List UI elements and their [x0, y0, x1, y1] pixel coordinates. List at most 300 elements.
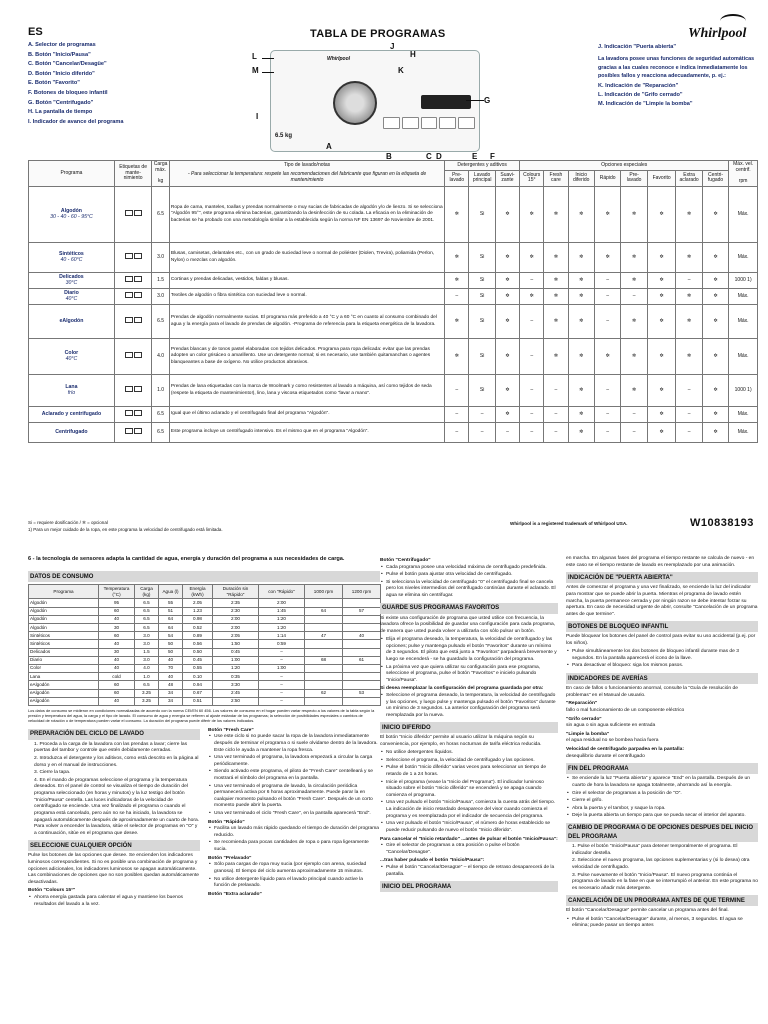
option-cell: – — [594, 289, 620, 305]
consumo-cell: 6.5 — [135, 681, 159, 689]
sensor-intro: 6 - la tecnología de sensores adapta la cantidad de agua, energía y duración del programa a sus necesidades de carga. — [28, 556, 345, 562]
program-row — [29, 423, 758, 443]
consumo-cell — [305, 697, 343, 705]
option-cell: ✲ — [594, 339, 620, 375]
care-labels — [114, 187, 151, 243]
consumo-row — [29, 624, 381, 632]
select-header: SELECCIONE CUALQUIER OPCIÓN — [28, 840, 200, 851]
legend-item: B. Botón "Inicio/Pausa" — [28, 51, 91, 58]
consumo-cell: Diario — [29, 656, 99, 664]
fresh-bullet: • Siendo activado este programa, el piloto de "Fresh Care" centelleará y se mostrará el símbolo del programa en la pantalla. — [208, 769, 380, 782]
option-cell: ✲ — [544, 243, 568, 273]
prep-step: 3. Cierre la tapa. — [34, 770, 71, 776]
consumo-cell: 50 — [159, 640, 183, 648]
legend-item: K. Indicación de "Reparación" — [598, 82, 679, 89]
cambio-step: 2. Seleccione el nuevo programa, las opciones suplementarias y (si lo desea) otra velocidad de centrifugado. — [572, 858, 750, 870]
option-cell: ✲ — [520, 243, 544, 273]
care-labels — [114, 289, 151, 305]
consumo-row — [29, 673, 381, 681]
program-name: Algodón 30 - 40 - 60 - 95°C — [29, 187, 115, 243]
col1-left — [28, 726, 200, 910]
program-row — [29, 305, 758, 339]
consumo-cell: 6.5 — [135, 599, 159, 607]
option-cell: Si — [469, 305, 495, 339]
diferido-cancel1: Para cancelar el "Inicio retardado" ...antes de pulsar el botón "Inicio/Pausa": — [380, 836, 558, 842]
consumo-cell: 0:45 — [213, 648, 259, 656]
consumo-cell: 60 — [99, 681, 135, 689]
max-load: 6.5 — [152, 305, 170, 339]
consumo-cell: 0.89 — [183, 632, 213, 640]
max-spin: Máx. — [729, 305, 758, 339]
callout-l: L — [252, 52, 257, 61]
consumo-cell: Sintéticos — [29, 640, 99, 648]
max-spin: Máx. — [729, 243, 758, 273]
column-1 — [28, 568, 380, 909]
option-cell: Si — [469, 289, 495, 305]
option-cell: ✲ — [621, 273, 647, 289]
fresh-bullet: • Una vez terminado el ciclo "Fresh Care", en la pantalla aparecerá "End". — [208, 811, 380, 818]
care-label-icon — [134, 210, 142, 216]
consumo-cell: 53 — [343, 689, 381, 697]
consumo-cell: 51 — [159, 607, 183, 615]
callout-k: K — [398, 66, 404, 75]
program-table — [28, 160, 758, 443]
consumo-cell: 3:30 — [213, 681, 259, 689]
legend-item: D. Botón "Inicio diferido" — [28, 70, 95, 77]
wash-notes: Prendas de lana etiquetadas con la marca de Woolmark y como resistentes al lavado a máquina, así como tejidos de seda (respete la etiqueta de mantenimiento!), lino, lana y viscosa etiquetados como "lavar a mano". — [169, 375, 444, 407]
fin-bullet: • Abra la puerta y el tambor, y saque la ropa. — [566, 806, 758, 813]
option-cell: – — [676, 273, 702, 289]
wash-notes: Igual que el último aclarado y el centrifugado final del programa "Algodón". — [169, 407, 444, 423]
option-cell: – — [445, 407, 469, 423]
col-favorito: Favorito — [647, 170, 676, 186]
option-cell: ✲ — [702, 423, 728, 443]
col-fresh-care: Fresh care — [544, 170, 568, 186]
program-row — [29, 273, 758, 289]
program-name: Color 40°C — [29, 339, 115, 375]
fin-bullet: • Deje la puerta abierta un tiempo para que se pueda secar el interior del aparato. — [566, 813, 758, 820]
averia-title: "Limpie la bomba" — [566, 731, 610, 737]
consumo-cell: 47 — [305, 632, 343, 640]
option-cell: – — [594, 273, 620, 289]
consumo-cell: 6.5 — [135, 615, 159, 623]
program-name: Lana frío — [29, 375, 115, 407]
centr-title: Botón "Centrifugado" — [380, 558, 431, 563]
panel-button — [439, 117, 456, 129]
consumo-cell: 54 — [159, 632, 183, 640]
diferido-bullet: • Una vez pulsado el botón "Inicio/Pausa", comienza la cuenta atrás del tiempo. La indicación de inicio retardado desaparece del visor cuando comienza el programa y es reemplazada por el indicador de secuencia del programa. — [380, 800, 558, 820]
legend-item: L. Indicación de "Grifo cerrado" — [598, 91, 683, 98]
option-cell: ✲ — [495, 407, 519, 423]
wash-notes: Prendas de algodón normalmente sucias. El programa más preferido a 40 °C y a 60 °C en cuanto al consumo combinado del agua y la energía para el lavado de prendas de algodón. -Programa de referencia para la etiqueta energética de la lavadora. — [169, 305, 444, 339]
consumo-cell: 1.23 — [183, 607, 213, 615]
option-cell: – — [621, 423, 647, 443]
consumo-cell: 40 — [99, 640, 135, 648]
option-cell: – — [520, 273, 544, 289]
prep-step: 4. En el mando de programas seleccione el programa y la temperatura deseados. En el panel de control se visualiza el tiempo de duración del programa seleccionado (en horas y minutos) y la luz testigo del botón "Inicio/Pausa" centella. Las luces indicadoras de la velocidad de centrifugado se enciende. Una vez finalizado el programa o cuando el programa está cancelado, pero aún no se ha iniciado, la lavadora se apagará automáticamente después de aproximadamente un cuarto de hora. Para volver a encender la lavadora, sitúe el selector de programas en "O" y a continuación, sitúe en el programa que desee. — [34, 777, 200, 836]
prelav-bullet: • No utilice detergente líquido para el lavado principal cuando active la función de prelavado. — [208, 877, 380, 890]
option-cell: – — [445, 375, 469, 407]
legend-right — [598, 44, 760, 110]
rapido-bullet: • Se recomienda para pocas cantidades de ropa o para ropa ligeramente sucia. — [208, 840, 380, 853]
consumo-cell: 0.56 — [183, 640, 213, 648]
option-cell: – — [621, 289, 647, 305]
legend-right-para: La lavadora posee unas funciones de seguridad automáticas gracias a las cuales reconoce e indica inmediatamente los posibles fallos y reacciona adecuadamente, p. ej.: — [598, 56, 755, 79]
consumo-cell: – — [259, 673, 305, 681]
col1-split — [28, 726, 380, 910]
care-labels — [114, 375, 151, 407]
consumo-cell: 2:00 — [259, 599, 305, 607]
bloqueo-header: BOTONES DE BLOQUEO INFANTIL — [566, 621, 758, 632]
option-cell: ✲ — [647, 339, 676, 375]
option-cell: ✲ — [544, 289, 568, 305]
consumo-cell: Lana — [29, 673, 99, 681]
care-label-icon — [125, 253, 133, 259]
option-cell: ✲ — [568, 339, 594, 375]
care-label-icon — [134, 386, 142, 392]
footnotes — [28, 520, 328, 534]
option-cell: ✲ — [702, 289, 728, 305]
consumo-cell — [343, 648, 381, 656]
care-label-icon — [134, 276, 142, 282]
option-cell: ✲ — [702, 243, 728, 273]
consumo-cell: eAlgodón — [29, 697, 99, 705]
max-spin: Máx. — [729, 289, 758, 305]
consumo-col: Agua (l) — [159, 585, 183, 599]
consumo-cell — [343, 624, 381, 632]
care-label-icon — [134, 410, 142, 416]
option-cell: ✲ — [621, 339, 647, 375]
col-opt-prelavado: Pre-lavado — [621, 170, 647, 186]
option-cell: – — [445, 423, 469, 443]
consumo-cell: 1:00 — [213, 656, 259, 664]
care-label-icon — [125, 317, 133, 323]
consumo-cell: 0.45 — [183, 656, 213, 664]
consumo-cell: 40 — [99, 656, 135, 664]
averia-title: "Reparación" — [566, 701, 598, 707]
option-cell: ✲ — [544, 187, 568, 243]
care-label-icon — [134, 352, 142, 358]
consumo-cell: 2:45 — [213, 689, 259, 697]
favoritos-sub-bullet: • Seleccione el programa deseado, la temperatura, la velocidad de centrifugado y las opciones, y luego pulse y mantenga pulsado el botón "Favoritos" durante un mínimo de 3 segundos. La anterior configuración del programa será reemplazada por la nueva. — [380, 693, 558, 719]
fresh-bullet: • Una vez terminado el programa de lavado, la circulación periódica permanecerá activa por 6 horas aproximadamente. Puede parar la en cualquier momento pulsando el botón "Fresh Care". Después de un corto momento puede abrir la puerta. — [208, 784, 380, 810]
favoritos-header: GUARDE SUS PROGRAMAS FAVORITOS — [380, 603, 558, 614]
averia-desc: desequilibrio durante el centrifugado — [566, 753, 645, 759]
favoritos-bullet: • La próxima vez que quiera utilizar su configuración para ese programa, seleccione el programa, pulse el botón "Favoritos" e inicielo pulsando "Inicio/Pausa". — [380, 665, 558, 685]
option-cell: ✲ — [445, 273, 469, 289]
consumo-cell: 2:35 — [213, 599, 259, 607]
diferido-bullet: • Seleccione el programa, la velocidad de centrifugado y las opciones. — [380, 758, 558, 765]
consumo-cell: 2:00 — [213, 615, 259, 623]
prelav-bullet: • Sólo para cargas de ropa muy sucia (por ejemplo con arena, suciedad granosa). El tiempo del ciclo aumenta aproximadamente 15 minutos. — [208, 862, 380, 875]
legend-item: C. Botón "Cancelar/Desagüe" — [28, 61, 107, 68]
option-cell: – — [676, 407, 702, 423]
wash-notes: Textiles de algodón o fibra sintética con suciedad leve o normal. — [169, 289, 444, 305]
option-cell: ✲ — [621, 375, 647, 407]
diferido-header: INICIO DIFERIDO — [380, 722, 558, 733]
colours-title: Botón "Colours 15°" — [28, 888, 76, 894]
col-opciones: Opciones especiales — [520, 161, 729, 171]
option-cell: ✲ — [568, 375, 594, 407]
consumo-cell: Algodón — [29, 599, 99, 607]
care-labels — [114, 423, 151, 443]
consumo-cell: 0.51 — [183, 697, 213, 705]
max-load: 1.0 — [152, 375, 170, 407]
consumo-cell: 1.0 — [135, 673, 159, 681]
col-rapido: Rápido — [594, 170, 620, 186]
cambio-step: 3. Pulse nuevamente el botón "Inicio/Pausa". El nuevo programa continúa el programa de lavado en la fase en que se interrumpió el anterior. En este programa no es necesario añadir más detergente. — [572, 872, 758, 891]
consumo-cell: 62 — [305, 689, 343, 697]
option-cell: ✲ — [647, 407, 676, 423]
diferido-cancel2-bullet: • Pulse el botón "Cancelar/Desagüe" – el tiempo de retraso desaparecerá de la pantalla. — [380, 865, 558, 878]
option-cell: Si — [469, 243, 495, 273]
consumo-cell: 60 — [99, 607, 135, 615]
care-label-icon — [134, 317, 142, 323]
col-programa: Programa — [29, 161, 115, 187]
max-load: 3.0 — [152, 243, 170, 273]
max-load: 3.0 — [152, 289, 170, 305]
consumo-cell: 40 — [343, 632, 381, 640]
extra-title: Botón "Extra aclarado" — [208, 891, 262, 897]
consumo-col: Energía (kWh) — [183, 585, 213, 599]
option-cell: ✲ — [676, 289, 702, 305]
col-carga: Carga máx. kg — [152, 161, 170, 187]
care-labels — [114, 305, 151, 339]
consumo-cell: 40 — [99, 697, 135, 705]
consumo-cell: eAlgodón — [29, 689, 99, 697]
colours-bullet: • Ahorra energía gastada para calentar el agua y mantiene los buenos resultados del lavado a la vez. — [28, 895, 200, 908]
legend-item: A. Selector de programas — [28, 42, 96, 48]
fin-header: FIN DEL PROGRAMA — [566, 763, 758, 774]
consumo-cell: Sintéticos — [29, 632, 99, 640]
option-cell: – — [469, 423, 495, 443]
consumo-col: Carga (kg) — [135, 585, 159, 599]
consumo-cell: 2:05 — [213, 632, 259, 640]
consumo-cell: 60 — [99, 632, 135, 640]
care-label-icon — [125, 292, 133, 298]
consumo-cell — [343, 615, 381, 623]
consumo-cell: 1:20 — [259, 615, 305, 623]
consumo-cell: 40 — [159, 673, 183, 681]
option-cell: ✲ — [621, 187, 647, 243]
program-name: Diario 40°C — [29, 289, 115, 305]
option-cell: ✲ — [445, 305, 469, 339]
panel-button — [402, 117, 419, 129]
consumo-cell — [305, 673, 343, 681]
consumo-cell: – — [259, 648, 305, 656]
option-cell: – — [594, 375, 620, 407]
consumo-cell: 40 — [99, 615, 135, 623]
option-cell: – — [544, 407, 568, 423]
consumo-cell — [305, 640, 343, 648]
consumo-cell: 1:20 — [213, 664, 259, 672]
averia-title: Velocidad de centrifugado parpadea en la pantalla: — [566, 746, 684, 752]
panel-button — [458, 117, 475, 129]
consumo-cell — [343, 664, 381, 672]
capacity-label: 6.5 kg — [275, 133, 293, 139]
consumo-row — [29, 599, 381, 607]
option-cell: – — [594, 305, 620, 339]
option-cell: ✲ — [647, 273, 676, 289]
machine-panel — [270, 50, 480, 152]
consumo-cell: 0:35 — [213, 673, 259, 681]
page-title: TABLA DE PROGRAMAS — [310, 28, 446, 40]
fin-bullet: • Se enciende la luz "Puerta abierta" y aparece "End" en la pantalla. Después de un cuarto de hora la lavadora se apaga totalmente, ahorrando así la energía. — [566, 776, 758, 789]
fin-bullet: • Cierre el grifo. — [566, 798, 758, 805]
option-cell: ✲ — [676, 339, 702, 375]
col-tipo: Tipo de lavado/notas - Para seleccionar la temperatura: respete las recomendaciones del fabricante que figuran en la etiqueta de mantenimiento — [169, 161, 444, 187]
diferido-bullet: • Una vez pulsado el botón "Inicio/Pausa", el número de horas establecido se puede reducir pulsando de nuevo el botón "Inicio diferido". — [380, 821, 558, 834]
option-cell: ✲ — [445, 243, 469, 273]
panel-buttons — [383, 117, 475, 129]
callout-e: E — [472, 152, 478, 161]
consumo-col: con "Rápido" — [259, 585, 305, 599]
program-name: Aclarado y centrifugado — [29, 407, 115, 423]
option-cell: – — [621, 407, 647, 423]
care-labels — [114, 243, 151, 273]
col-detergentes: Detergentes y aditivos — [445, 161, 520, 171]
consumo-row — [29, 681, 381, 689]
diferido-text: El botón "Inicio diferido" permite al usuario utilizar la máquina según su conveniencia, por ejemplo, en horas nocturnas de tarifa eléctrica reducida. — [380, 735, 542, 748]
consumo-cell: 1.5 — [135, 648, 159, 656]
program-row — [29, 289, 758, 305]
care-label-icon — [134, 428, 142, 434]
consumo-cell: 0:59 — [259, 640, 305, 648]
max-load: 1.5 — [152, 273, 170, 289]
option-cell: ✲ — [676, 243, 702, 273]
care-labels — [114, 273, 151, 289]
option-cell: ✲ — [544, 273, 568, 289]
consumo-cell: 34 — [159, 689, 183, 697]
legend-item: I. Indicador de avance del programa — [28, 118, 124, 125]
consumo-cell: 61 — [343, 656, 381, 664]
time-display — [421, 95, 471, 109]
consumo-cell — [343, 640, 381, 648]
callout-i: I — [256, 112, 259, 121]
rapido-bullet: • Facilita un lavado más rápido quedando el tiempo de duración del programa reducido. — [208, 826, 380, 839]
cambio-step: 1. Pulse el botón "Inicio/Pausa" para detener temporalmente el programa. El indicador destella. — [572, 844, 738, 856]
consumo-row — [29, 697, 381, 705]
consumo-cell: 57 — [343, 607, 381, 615]
option-cell: ✲ — [568, 273, 594, 289]
consumo-cell: 1:45 — [259, 607, 305, 615]
callout-b: B — [386, 152, 392, 161]
max-spin: 1000 1) — [729, 273, 758, 289]
consumo-cell: 0.55 — [183, 664, 213, 672]
col-inicio-diferido: Inicio diferido — [568, 170, 594, 186]
consumo-cell: 0.10 — [183, 673, 213, 681]
col-prelavado: Pre-lavado — [445, 170, 469, 186]
centr-bullet: • Si selecciona la velocidad de centrifugado "0" el centrifugado final se cancela pero los niveles intermedios del centrifugado continúan durante el aclarado. El agua se elimina sin centrifugar. — [380, 580, 558, 600]
max-spin: Máx. — [729, 407, 758, 423]
care-label-icon — [125, 428, 133, 434]
consumo-row — [29, 607, 381, 615]
wash-notes: Prendas blancas y de tonos pastel elaboradas con tejidos delicados. Programa para ropa delicada: evitar que las prendas adopten un color grisáceo o amarillento. Use un detergente normal; si es necesario, use también quitamanchas o agentes blanqueantes a base de oxígeno. No utilice productos abrasivos. — [169, 339, 444, 375]
callout-d: D — [436, 152, 442, 161]
favoritos-text: Si existe una configuración de programa que usted utilice con frecuencia, la lavadora ofrece la posibilidad de guardar una configuración para cada programa, de manera que usted pueda volver a utilizarla con sólo pulsar un botón. — [380, 615, 556, 634]
prep-step: 2. Introduzca el detergente y los aditivos, como está descrito en la página al dorso y en el manual de instrucciones. — [34, 756, 199, 768]
language-code: ES — [28, 26, 43, 38]
program-name: Centrifugado — [29, 423, 115, 443]
consumo-cell: 64 — [305, 607, 343, 615]
option-cell: ✲ — [445, 187, 469, 243]
legend-right-header: J. Indicación "Puerta abierta" — [598, 44, 677, 50]
care-labels — [114, 339, 151, 375]
option-cell: – — [520, 407, 544, 423]
footnote: Si = requiere dosificación / ✲ = opcional — [28, 520, 108, 525]
diferido-cancel1-bullet: • Gire el selector de programas a otra posición o pulse el botón "Cancelar/Desagüe". — [380, 843, 558, 856]
option-cell: ✲ — [647, 305, 676, 339]
legend-item: H. La pantalla de tiempo — [28, 109, 93, 116]
max-load: 6.5 — [152, 407, 170, 423]
option-cell: – — [676, 375, 702, 407]
consumo-cell: 2:30 — [213, 607, 259, 615]
consumo-cell — [305, 681, 343, 689]
option-cell: ✲ — [647, 423, 676, 443]
consumo-cell: 1:20 — [259, 624, 305, 632]
column-3 — [566, 556, 758, 931]
legend-item: F. Botones de bloqueo infantil — [28, 89, 108, 96]
puerta-text: Antes de comenzar el programa y una vez finalizado, se enciende la luz del indicador para mostrar que se puede abrir la puerta. Mientras el programa de lavado estén marcha, la puerta permanece cerrada y por ningún razon se debe intentar forzar su apertura. En caso de necesidad urgente de abrir, consulte "Cancelación de un programa antes de que termine". — [566, 585, 758, 617]
option-cell: Si — [469, 339, 495, 375]
consumo-cell: 50 — [159, 648, 183, 656]
fresh-bullet: • Una vez terminado el programa, la lavadora empezará a circular la carga periódicamente. — [208, 755, 380, 768]
col-colours: Colours 15° — [520, 170, 544, 186]
option-cell: – — [520, 339, 544, 375]
legend-item: G. Botón "Centrifugado" — [28, 99, 94, 106]
consumo-cell: Delicados — [29, 648, 99, 656]
consumo-cell: Algodón — [29, 607, 99, 615]
consumo-cell: 2:50 — [213, 697, 259, 705]
consumo-cell: 3.25 — [135, 689, 159, 697]
consumo-cell: 40 — [159, 656, 183, 664]
consumo-col: Temperatura (°C) — [99, 585, 135, 599]
consumo-cell: 64 — [159, 624, 183, 632]
consumo-col: Programa — [29, 585, 99, 599]
program-dial-icon — [333, 81, 377, 125]
panel-button — [421, 117, 438, 129]
consumo-cell: cold — [99, 673, 135, 681]
consumo-cell — [343, 673, 381, 681]
consumo-cell — [343, 681, 381, 689]
bloqueo-bullet: • Pulse simultáneamente los dos botones de bloqueo infantil durante mas de 3 segundos. En la pantalla aparecerá el icono de la llave. — [566, 649, 758, 662]
prelav-title: Botón "Prelavado" — [208, 855, 252, 861]
option-cell: – — [445, 289, 469, 305]
bloqueo-text: Puede bloquear los botones del panel de control para evitar su uso accidental (p.ej. por los niños). — [566, 634, 756, 647]
care-label-icon — [125, 352, 133, 358]
max-spin: 1000 1) — [729, 375, 758, 407]
option-cell: ✲ — [621, 243, 647, 273]
program-row — [29, 243, 758, 273]
consumo-cell: 0.67 — [183, 689, 213, 697]
consumo-row — [29, 656, 381, 664]
max-spin: Máx. — [729, 339, 758, 375]
fresh-bullet: • Use este ciclo si no puede sacar la ropa de la lavadora inmediatamente después de terminar el programa o si suele olvidarse dentro de la lavadora. Este ciclo le ayuda a mantener la ropa fresca. — [208, 734, 380, 754]
callout-m: M — [252, 66, 259, 75]
legend-item: M. Indicación de "Limpie la bomba" — [598, 100, 693, 107]
consumo-row — [29, 632, 381, 640]
cambio-header: CAMBIO DE PROGRAMA O DE OPCIONES DESPUES DEL INICIO DEL PROGRAMA — [566, 823, 758, 842]
averia-desc: el agua residual no se bombea hacia fuera — [566, 738, 659, 744]
right-top: en marcha. En algunas fases del programa el tiempo restante se calcula de nuevo - en este caso se el tiempo restante de lavado es reemplazado por una animación. — [566, 556, 755, 568]
select-text: Pulse los botones de las opciones que desee. Se encienden los indicadores luminosos correspondientes. Si no es posible una combinación de programa y opciones adicionales, los indicadores luminosos se apagan automáticamente. Las combinaciones de opciones que no son posibles quedan automáticamente desactivadas. — [28, 853, 200, 885]
cancel-header: CANCELACIÓN DE UN PROGRAMA ANTES DE QUE TERMINE — [566, 895, 758, 906]
care-labels — [114, 407, 151, 423]
option-cell: – — [594, 423, 620, 443]
consumo-cell: 4.0 — [135, 664, 159, 672]
cancel-text: El botón "Cancelar/Desagüe" permite cancelar un programa antes del final. — [566, 908, 729, 914]
program-row — [29, 339, 758, 375]
